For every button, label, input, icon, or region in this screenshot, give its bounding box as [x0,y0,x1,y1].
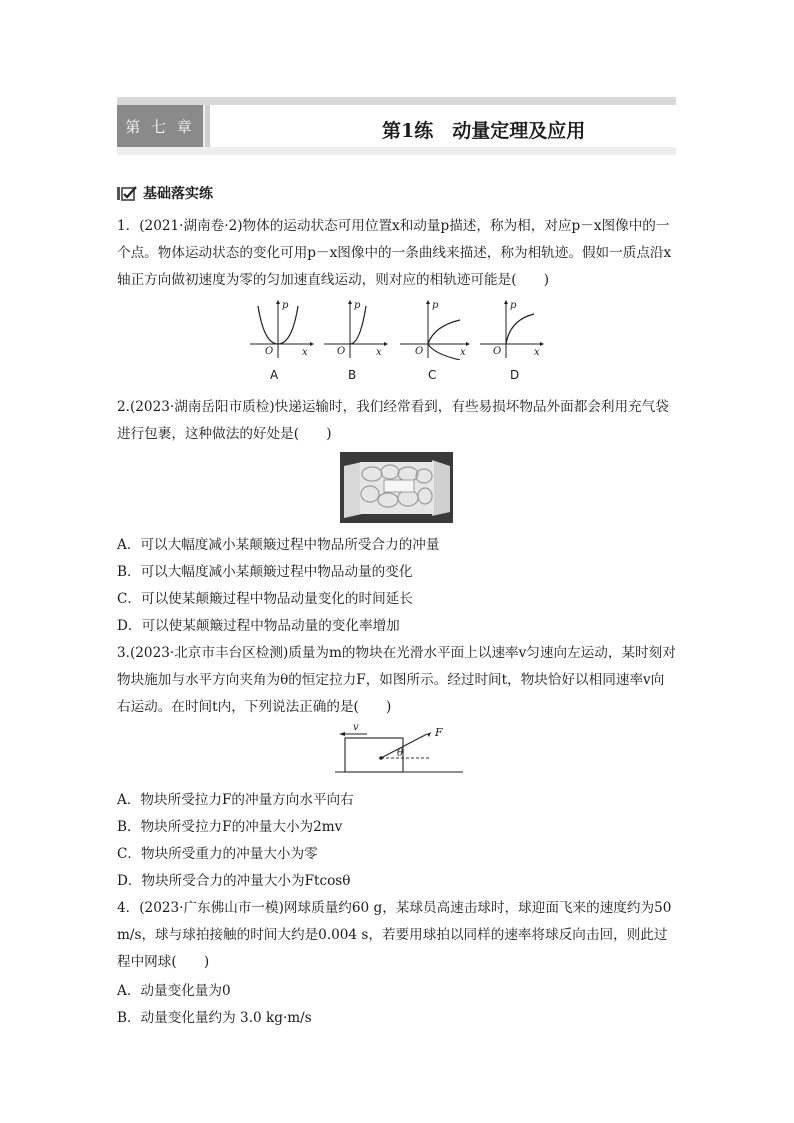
title-box [205,105,676,147]
graph-label-d: D [510,368,520,382]
graph-a-axis-p: p [282,300,289,311]
graph-b-origin: O [337,346,346,357]
question-2-text: 2.(2023·湖南岳阳市质检)快递运输时，我们经常看到，有些易损坏物品外面都会利用充气袋进行包裹，这种做法的好处是( ) [117,399,669,442]
q3-option-c: C．物块所受重力的冲量大小为零 [117,846,318,862]
graph-label-a: A [270,368,279,382]
chapter-label: 第 七 章 [117,105,203,147]
page-title: 第1练 动量定理及应用 [382,120,586,142]
graph-c-axis-x: x [460,347,466,358]
graph-b-axis-x: x [376,347,382,358]
graph-label-c: C [428,368,437,382]
question-3-text: 3.(2023·北京市丰台区检测)质量为m的物块在光滑水平面上以速率v匀速向左运动，某时刻对物块施加与水平方向夹角为θ的恒定拉力F，如图所示。经过时间t，物块恰好以相同速率v向右运动。在时间t内，下列说法正确的是( ) [117,645,676,715]
graph-a [248,298,316,360]
graph-d-axis-x: x [534,347,540,358]
q4-option-a: A．动量变化量为0 [117,983,231,999]
graph-c-origin: O [415,346,424,357]
block-force-diagram [335,724,467,776]
question-4-text: 4．(2023·广东佛山市一模)网球质量约60 g，某球员高速击球时，球迎面飞来的速度约为50 m/s，球与球拍接触的时间大约是0.004 s，若要用球拍以同样的速率将球反向击回，则此过程中网球( ) [117,900,672,970]
q2-option-d: D．可以使某颠簸过程中物品动量的变化率增加 [117,618,400,634]
q2-option-c: C．可以使某颠簸过程中物品动量变化的时间延长 [117,591,413,607]
q3-option-d: D．物块所受合力的冲量大小为Ftcosθ [117,873,351,889]
q3-option-a: A．物块所受拉力F的冲量方向水平向右 [117,792,354,808]
q4-option-b: B．动量变化量约为 3.0 kg·m/s [117,1010,312,1026]
q2-option-b: B．可以大幅度减小某颠簸过程中物品动量的变化 [117,564,413,580]
graph-d-origin: O [493,346,502,357]
graph-d-axis-p: p [510,300,517,311]
section-title: 基础落实练 [143,186,213,202]
angle-label: θ [397,748,404,759]
checkbox-icon [117,186,137,201]
graph-d [478,298,548,360]
question-1-text: 1．(2021·湖南卷·2)物体的运动状态可用位置x和动量p描述，称为相，对应p－x图像中的一个点。物体运动状态的变化可用p－x图像中的一条曲线来描述，称为相轨迹。假如一质点沿x轴正方向做初速度为零的匀加速直线运动，则对应的相轨迹可能是( ) [117,218,672,288]
graph-c [398,298,474,360]
graph-a-origin: O [265,346,274,357]
q2-option-a: A．可以大幅度减小某颠簸过程中物品所受合力的冲量 [117,537,440,553]
chapter-header [117,97,676,155]
q3-option-b: B．物块所受拉力F的冲量大小为2mv [117,819,343,835]
graph-b-axis-p: p [354,300,361,311]
velocity-label: v [353,724,359,733]
graph-b [322,298,390,360]
package-photo [340,452,453,523]
graph-c-axis-p: p [432,300,439,311]
graph-label-b: B [348,368,357,382]
graph-a-axis-x: x [302,347,308,358]
section-heading [117,183,213,203]
force-label: F [435,726,443,739]
